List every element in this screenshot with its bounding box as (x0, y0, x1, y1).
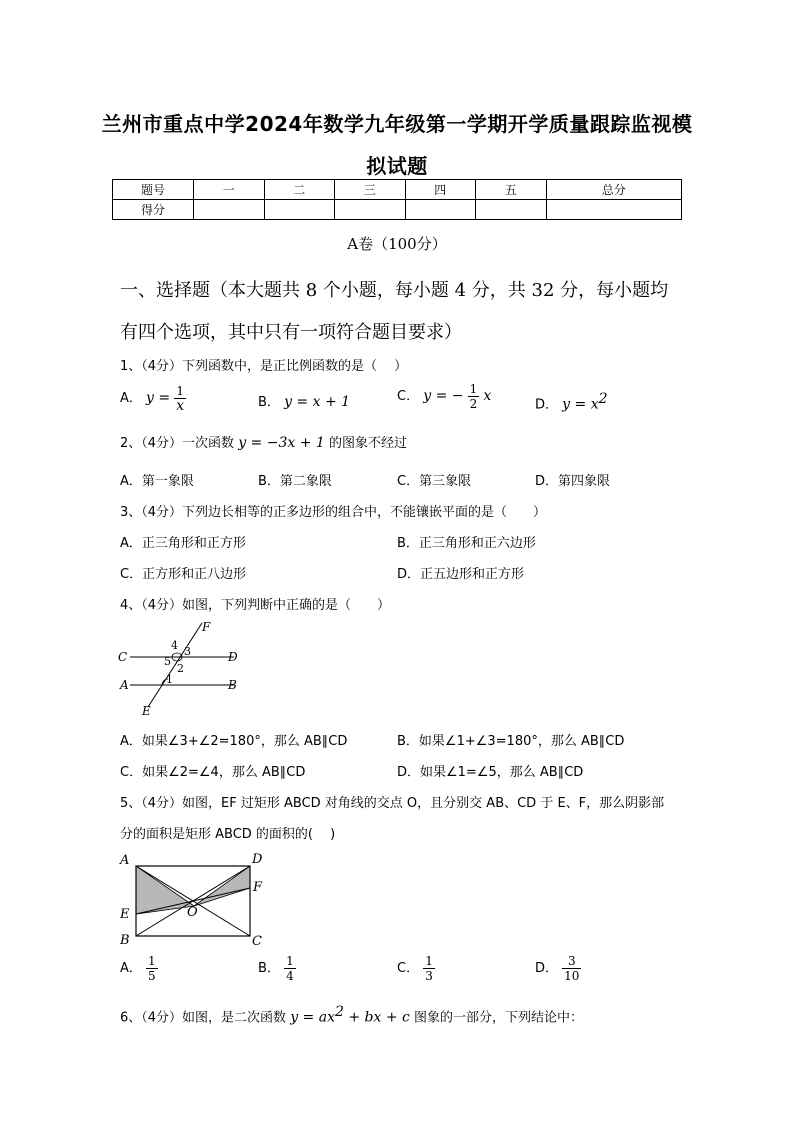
exam-title-line2: 拟试题 (366, 154, 428, 178)
option-label: D． (535, 961, 559, 976)
angle-label-5: 5 (164, 655, 171, 668)
denominator: 10 (564, 969, 580, 983)
denominator: x (176, 398, 185, 414)
q2-option-b[interactable]: B．第二象限 (258, 474, 332, 489)
math-expr: y = x + 1 (284, 394, 351, 410)
score-header-cell: 五 (476, 180, 547, 200)
numerator: 3 (562, 954, 581, 969)
option-label: D． (535, 397, 559, 413)
exponent: 2 (598, 391, 608, 407)
shaded-triangle-right (194, 866, 250, 906)
math-expr: y = (146, 390, 171, 406)
q5-option-c[interactable] (397, 954, 435, 983)
label-b: B (228, 678, 237, 692)
denominator: 3 (425, 969, 433, 983)
numerator: 1 (286, 954, 294, 968)
question-1-stem: 1、（4分）下列函数中，是正比例函数的是（ ） (120, 359, 408, 374)
q1-option-a[interactable] (120, 384, 186, 413)
score-header-cell: 总分 (546, 180, 682, 200)
angle-label-3: 3 (184, 645, 191, 658)
math-expr: y = − (423, 388, 464, 404)
fraction (562, 954, 581, 983)
q3-option-d[interactable]: D．正五边形和正方形 (397, 567, 525, 582)
option-label: B． (258, 961, 280, 976)
angle-label-2: 2 (177, 662, 184, 675)
question-2-stem (120, 432, 407, 451)
math-expr: y = x (562, 396, 599, 413)
q2-option-a[interactable]: A．第一象限 (120, 474, 194, 489)
q3-option-a[interactable]: A．正三角形和正方形 (120, 536, 246, 551)
numerator: 1 (148, 954, 156, 968)
q4-option-b[interactable]: B．如果∠1+∠3=180°，那么 AB∥CD (397, 734, 625, 749)
score-header-cell: 二 (264, 180, 335, 200)
math-expr: y = −3x + 1 (238, 435, 325, 451)
exponent: 2 (334, 1004, 344, 1020)
option-label: C． (397, 389, 420, 404)
score-header-cell: 四 (405, 180, 476, 200)
exam-title-line1: 兰州市重点中学2024年数学九年级第一学期开学质量跟踪监视模 (101, 112, 693, 136)
denominator: 5 (148, 969, 156, 983)
fraction (284, 954, 296, 983)
q2-option-d[interactable]: D．第四象限 (535, 474, 611, 489)
q4-option-d[interactable]: D．如果∠1=∠5，那么 AB∥CD (397, 765, 584, 780)
volume-heading: A卷（100分） (347, 235, 447, 253)
label-d: D (252, 852, 263, 867)
angle-label-4: 4 (171, 639, 178, 652)
score-row-label: 得分 (113, 200, 194, 220)
question-5-stem-line1: 5、（4分）如图，EF 过矩形 ABCD 对角线的交点 O，且分别交 AB、CD 于 E、F，那么阴影部 (120, 796, 665, 811)
q5-option-d[interactable] (535, 954, 581, 983)
q1-option-c[interactable] (397, 382, 491, 411)
label-f: F (253, 880, 263, 895)
shaded-triangle-left (136, 866, 194, 914)
q5-option-a[interactable] (120, 954, 158, 983)
q1-option-d[interactable] (535, 391, 608, 412)
stem-text: 6、（4分）如图，是二次函数 (120, 1010, 287, 1026)
question-3-stem: 3、（4分）下列边长相等的正多边形的组合中，不能镶嵌平面的是（ ） (120, 505, 547, 520)
denominator: 4 (286, 969, 294, 983)
section-heading-line1: 一、选择题（本大题共 8 个小题，每小题 4 分，共 32 分，每小题均 (120, 280, 669, 301)
score-cell[interactable] (546, 200, 682, 220)
question-5-stem-line2: 分的面积是矩形 ABCD 的面积的( ) (120, 827, 336, 842)
label-f: F (202, 620, 211, 634)
label-a: A (120, 678, 129, 692)
q4-option-c[interactable]: C．如果∠2=∠4，那么 AB∥CD (120, 765, 306, 780)
q3-option-b[interactable]: B．正三角形和正六边形 (397, 536, 536, 551)
q5-option-b[interactable] (258, 954, 296, 983)
score-header-cell: 三 (335, 180, 406, 200)
numerator: 1 (174, 384, 186, 399)
stem-text: 图象的一部分，下列结论中： (414, 1010, 584, 1026)
fraction (423, 954, 435, 983)
score-cell[interactable] (476, 200, 547, 220)
label-e: E (142, 704, 151, 717)
q2-option-c[interactable]: C．第三象限 (397, 474, 472, 489)
math-expr: x (483, 388, 492, 404)
label-c: C (252, 934, 262, 949)
label-o: O (187, 905, 198, 920)
section-heading-line2: 有四个选项，其中只有一项符合题目要求） (120, 322, 462, 343)
score-header-cell: 题号 (113, 180, 194, 200)
score-table-header-row (113, 180, 682, 200)
numerator: 1 (469, 382, 478, 396)
stem-text: 2、（4分）一次函数 (120, 436, 235, 451)
score-cell[interactable] (405, 200, 476, 220)
label-a: A (120, 853, 130, 868)
label-c: C (118, 650, 128, 664)
option-label: A． (120, 961, 142, 976)
q4-parallel-lines-figure (112, 617, 252, 717)
fraction (174, 384, 186, 413)
denominator: 2 (469, 397, 478, 411)
line-ef (148, 623, 202, 707)
label-b: B (120, 933, 130, 948)
option-label: B． (258, 395, 280, 410)
option-label: A． (120, 391, 142, 406)
score-header-cell: 一 (194, 180, 265, 200)
score-table (112, 179, 682, 220)
q5-rectangle-figure (112, 848, 272, 952)
score-cell[interactable] (264, 200, 335, 220)
question-4-stem: 4、（4分）如图，下列判断中正确的是（ ） (120, 598, 391, 613)
score-cell[interactable] (194, 200, 265, 220)
angle-label-1: 1 (166, 673, 173, 686)
q4-option-a[interactable]: A．如果∠3+∠2=180°，那么 AB∥CD (120, 734, 348, 749)
math-expr: y = ax (290, 1009, 335, 1026)
score-cell[interactable] (335, 200, 406, 220)
fraction (146, 954, 158, 983)
question-6-stem (120, 1004, 583, 1025)
q3-option-c[interactable]: C．正方形和正八边形 (120, 567, 247, 582)
label-d: D (228, 650, 238, 664)
math-expr: + bx + c (343, 1009, 410, 1026)
label-e: E (120, 907, 130, 922)
score-table-score-row (113, 200, 682, 220)
stem-text: 的图象不经过 (328, 436, 407, 451)
fraction (468, 382, 480, 411)
q1-option-b[interactable] (258, 391, 350, 410)
numerator: 1 (425, 954, 433, 968)
option-label: C． (397, 961, 420, 976)
